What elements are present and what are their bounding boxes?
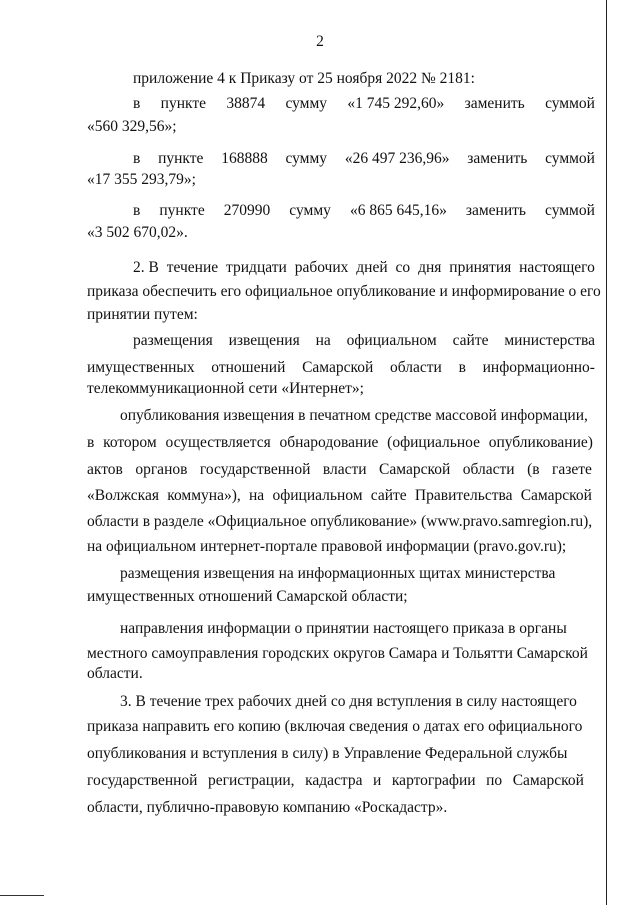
word: имущественных	[87, 359, 195, 376]
footnote-line	[0, 895, 44, 896]
word: государственной	[87, 772, 198, 789]
item2-line-4	[87, 486, 592, 506]
new-sum-2: «17 355 293,79»;	[87, 171, 196, 188]
word: тридцати	[226, 259, 287, 276]
word: по	[486, 772, 503, 789]
word: размещения	[133, 332, 213, 349]
para3-line-2: приказа направить его копию (включая сведения о датах его официального	[87, 718, 583, 735]
item4-line-1: направления информации о принятии настоящего приказа в органы	[120, 620, 567, 637]
old-sum: «26 497 236,96»	[344, 150, 450, 167]
word: дней	[356, 259, 388, 276]
replacement-row-1	[133, 94, 595, 114]
word: кадастра	[305, 772, 363, 789]
word: на	[249, 487, 265, 504]
word: (в	[527, 461, 540, 478]
item3-line-2: имущественных отношений Самарской области;	[87, 588, 408, 605]
intro-line: приложение 4 к Приказу от 25 ноября 2022 № 2181:	[133, 70, 475, 87]
item3-line-1: размещения извещения на информационных щитах министерства	[120, 565, 556, 582]
word: дня	[418, 259, 442, 276]
word: в	[133, 150, 141, 167]
item1-line-1	[133, 331, 595, 351]
word: со	[395, 259, 411, 276]
word: суммой	[545, 202, 595, 219]
item1-line-2	[87, 358, 595, 378]
word: обнародование	[279, 434, 379, 451]
word: органов	[135, 461, 188, 478]
word: актов	[87, 461, 123, 478]
para3-line-5: области, публично-правовую компанию «Роскадастр».	[87, 799, 448, 816]
word: пункте	[158, 150, 204, 167]
word: и	[373, 772, 382, 789]
word: официальном	[272, 487, 363, 504]
word: опубликование)	[488, 434, 593, 451]
word: заменить	[465, 202, 526, 219]
old-sum: «6 865 645,16»	[349, 202, 447, 219]
word: в	[87, 434, 95, 451]
word: информационно-	[482, 359, 595, 376]
word: заменить	[467, 150, 528, 167]
para2-line-1	[133, 258, 595, 278]
item-code: 38874	[226, 95, 266, 112]
word: на	[315, 332, 331, 349]
word: «Волжская	[87, 487, 159, 504]
item-code: 270990	[223, 202, 271, 219]
word: министерства	[504, 332, 595, 349]
word: 2. В	[133, 259, 159, 276]
word: отношений	[211, 359, 286, 376]
word: государственной	[199, 461, 311, 478]
item2-line-6: на официальном интернет-портале правовой информации (pravo.gov.ru);	[87, 538, 567, 555]
word: власти	[322, 461, 367, 478]
word: Самарской	[302, 359, 374, 376]
old-sum: «1 745 292,60»	[347, 95, 445, 112]
word: коммуна»),	[167, 487, 241, 504]
word: в	[133, 202, 141, 219]
word: рабочих	[294, 259, 349, 276]
item2-line-5: области в разделе «Официальное опубликование» (www.pravo.samregion.ru),	[87, 513, 593, 530]
replacement-row-2	[133, 149, 595, 169]
word: (официальное	[387, 434, 480, 451]
para2-line-2: приказа обеспечить его официальное опубликование и информирование о его	[87, 283, 601, 300]
item2-line-1: опубликования извещения в печатном средстве массовой информации,	[120, 407, 588, 424]
item4-line-3: области.	[87, 665, 143, 682]
replacement-row-3	[133, 201, 595, 221]
word: области	[390, 359, 442, 376]
item4-line-2: местного самоуправления городских округов Самара и Тольятти Самарской	[87, 645, 588, 662]
word: сумму	[289, 202, 331, 219]
para3-line-4	[87, 771, 584, 791]
word: Правительства	[414, 487, 513, 504]
word: извещения	[228, 332, 300, 349]
word: заменить	[464, 95, 525, 112]
word: суммой	[545, 95, 595, 112]
word: осуществляется	[165, 434, 271, 451]
word: сумму	[285, 95, 328, 112]
para3-line-3: опубликования и вступления в силу) в Управление Федеральной службы	[87, 745, 568, 762]
word: газете	[552, 461, 592, 478]
word: суммой	[545, 150, 595, 167]
para3-line-1: 3. В течение трех рабочих дней со дня вступления в силу настоящего	[120, 693, 577, 710]
para2-line-3: принятии путем:	[87, 306, 198, 323]
item-code: 168888	[221, 150, 268, 167]
page-number: 2	[316, 33, 324, 50]
item1-line-3: телекоммуникационной сети «Интернет»;	[87, 380, 364, 397]
new-sum-1: «560 329,56»;	[87, 118, 177, 135]
word: принятия	[449, 259, 512, 276]
word: в	[458, 359, 466, 376]
word: области	[462, 461, 515, 478]
word: Самарской	[520, 487, 592, 504]
word: Самарской	[379, 461, 451, 478]
word: настоящего	[519, 259, 595, 276]
word: картографии	[391, 772, 476, 789]
new-sum-3: «3 502 670,02».	[87, 224, 188, 241]
item2-line-3	[87, 460, 592, 480]
word: течение	[166, 259, 219, 276]
word: пункте	[160, 95, 206, 112]
word: официальном	[346, 332, 437, 349]
word: сумму	[285, 150, 328, 167]
item2-line-2	[87, 433, 593, 453]
word: Самарской	[512, 772, 584, 789]
word: сайте	[370, 487, 407, 504]
word: сайте	[452, 332, 489, 349]
word: котором	[103, 434, 157, 451]
word: в	[133, 95, 141, 112]
word: пункте	[159, 202, 205, 219]
word: регистрации,	[208, 772, 295, 789]
page-edge-line	[606, 0, 607, 905]
